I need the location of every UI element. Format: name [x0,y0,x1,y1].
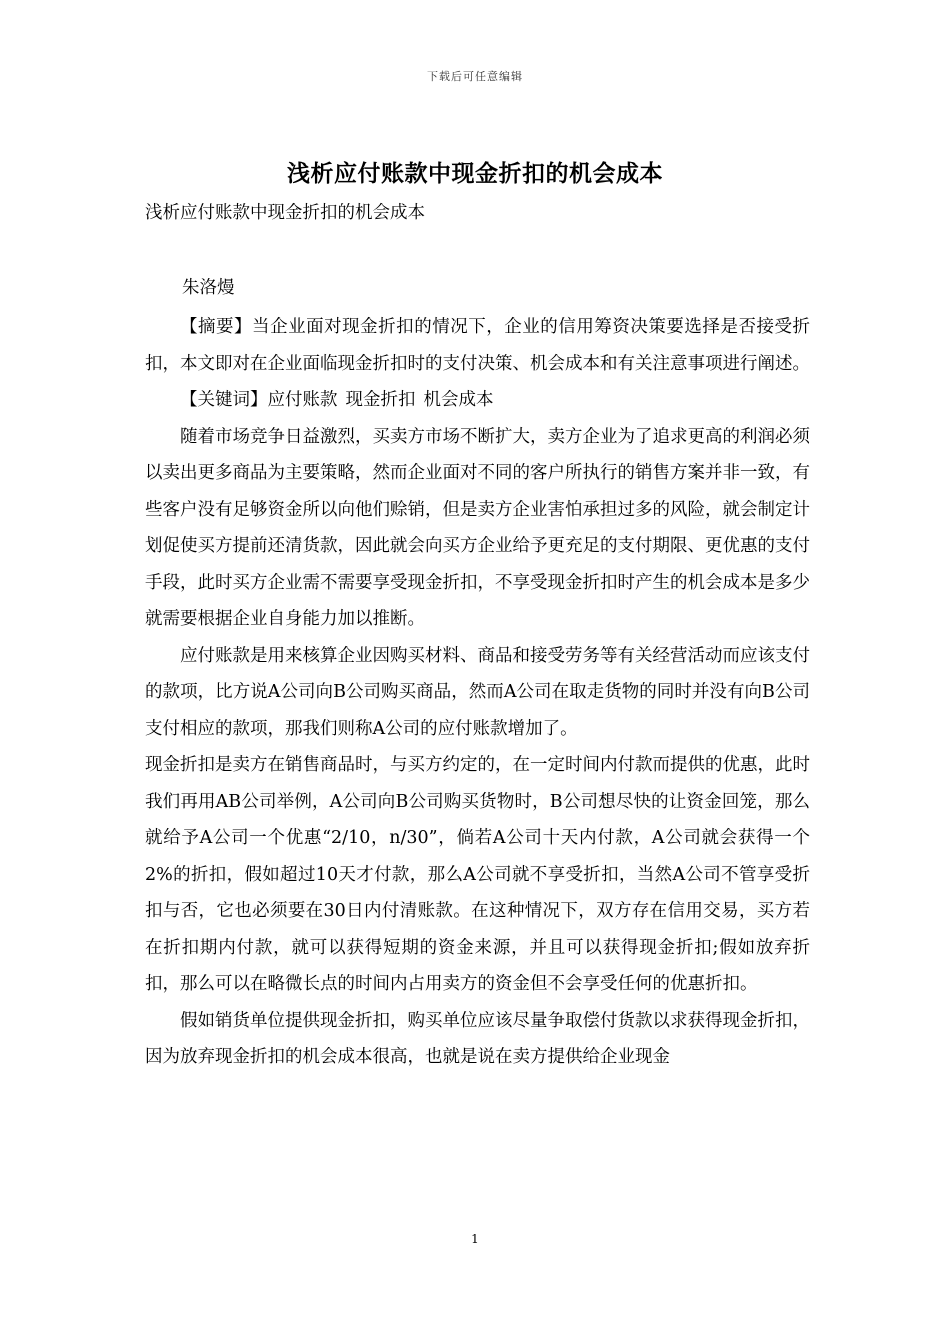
page-number: 1 [471,1232,479,1246]
body-paragraph: 应付账款是用来核算企业因购买材料、商品和接受劳务等有关经营活动而应该支付的款项，比方说A公司向B公司购买商品，然而A公司在取走货物的同时并没有向B公司支付相应的款项，那我们则称A公司的应付账款增加了。 [145,645,810,739]
keywords-paragraph [145,382,810,419]
body-paragraph: 假如销货单位提供现金折扣，购买单位应该尽量争取偿付货款以求获得现金折扣，因为放弃现金折扣的机会成本很高，也就是说在卖方提供给企业现金 [145,1010,810,1067]
keyword-item: 现金折扣 [345,390,416,410]
body-paragraph: 现金折扣是卖方在销售商品时，与买方约定的，在一定时间内付款而提供的优惠，此时我们再用AB公司举例，A公司向B公司购买货物时，B公司想尽快的让资金回笼，那么就给予A公司一个优惠“2/10，n/30”，倘若A公司十天内付款，A公司就会获得一个2%的折扣，假如超过10天才付款，那么A公司就不享受折扣，当然A公司不管享受折扣与否，它也必须要在30日内付清账款。在这种情况下，双方存在信用交易，买方若在折扣期内付款，就可以获得短期的资金来源，并且可以获得现金折扣;假如放弃折扣，那么可以在略微长点的时间内占用卖方的资金但不会享受任何的优惠折扣。 [145,755,810,994]
keyword-item: 应付账款 [267,390,338,410]
document-subtitle: 浅析应付账款中现金折扣的机会成本 [145,203,425,223]
keywords-label: 【关键词】 [180,390,268,410]
document-title: 浅析应付账款中现金折扣的机会成本 [287,160,663,187]
abstract-block [145,309,810,1076]
author-name: 朱洛熳 [182,278,235,298]
header-note: 下载后可任意编辑 [427,70,523,83]
keyword-item: 机会成本 [423,390,494,410]
body-paragraph: 随着市场竞争日益激烈，买卖方市场不断扩大，卖方企业为了追求更高的利润必须以卖出更多商品为主要策略，然而企业面对不同的客户所执行的销售方案并非一致，有些客户没有足够资金所以向他们赊销，但是卖方企业害怕承担过多的风险，就会制定计划促使买方提前还清货款，因此就会向买方企业给予更充足的支付期限、更优惠的支付手段，此时买方企业需不需要享受现金折扣，不享受现金折扣时产生的机会成本是多少就需要根据企业自身能力加以推断。 [145,426,810,629]
abstract-paragraph: 【摘要】当企业面对现金折扣的情况下，企业的信用筹资决策要选择是否接受折扣，本文即对在企业面临现金折扣时的支付决策、机会成本和有关注意事项进行阐述。 [145,317,810,374]
